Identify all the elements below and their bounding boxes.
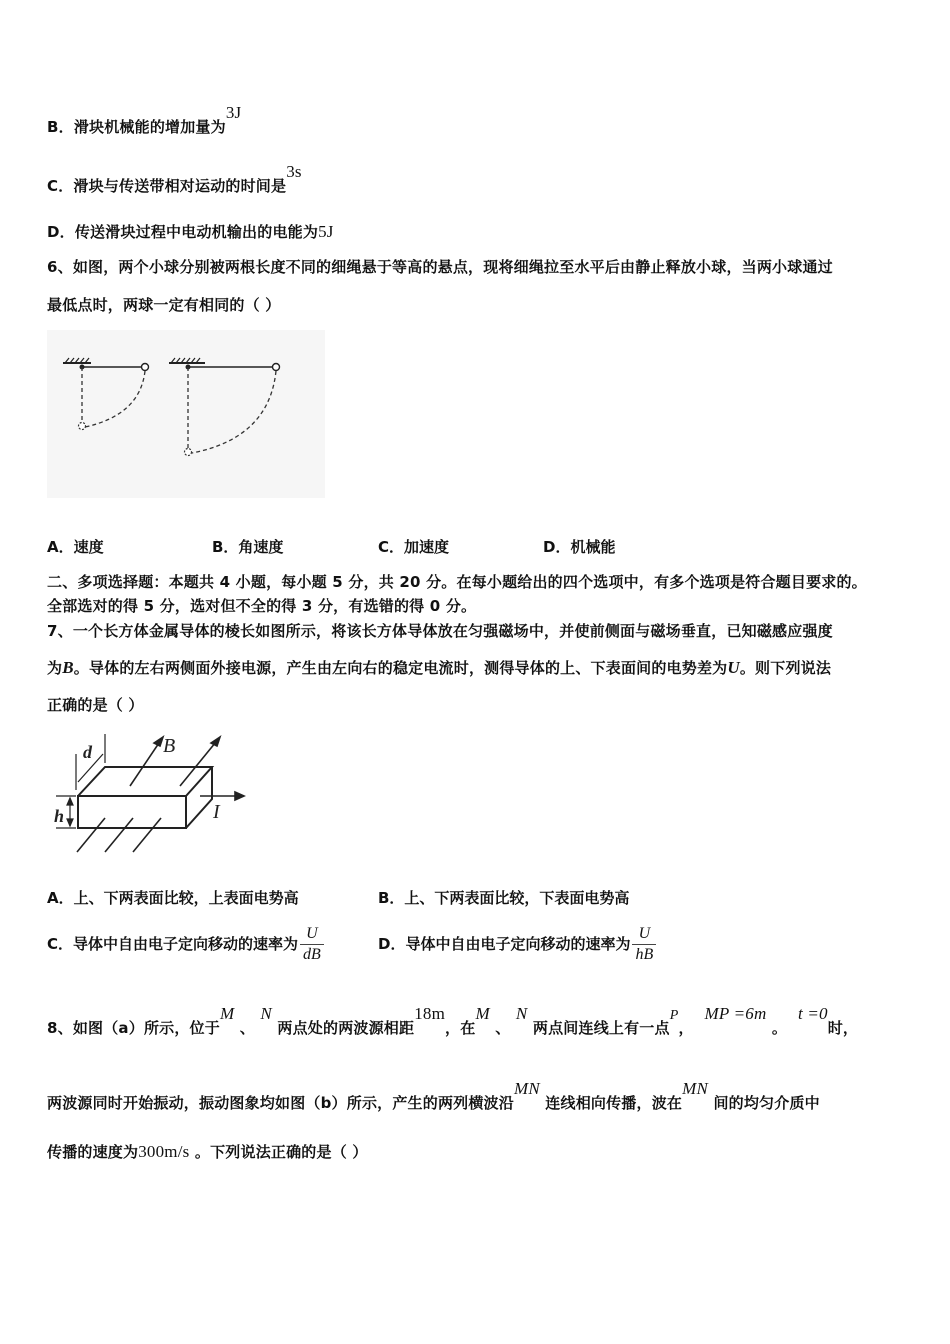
q7-option-d-fraction bbox=[632, 924, 656, 965]
q8-symbol-mn-2: MN bbox=[682, 1079, 709, 1098]
q7-option-c-text: C．导体中自由电子定向移动的速率为 bbox=[47, 935, 299, 953]
front-face bbox=[78, 796, 186, 828]
current-arrow bbox=[200, 792, 244, 800]
q7-symbol-u: U bbox=[727, 658, 740, 677]
q7-option-b: B．上、下两表面比较，下表面电势高 bbox=[378, 889, 630, 907]
q6-option-c: C．加速度 bbox=[378, 538, 450, 556]
q8-text-1b: 两点处的两波源相距 bbox=[277, 1019, 415, 1037]
q8-symbol-mn: MN bbox=[513, 1079, 540, 1098]
q8-sep: 、 bbox=[239, 1019, 255, 1037]
q6-stem-line1: 6、如图，两个小球分别被两根长度不同的细绳悬于等高的悬点，现将细绳拉至水平后由静止释放小球，当两小球通过 bbox=[47, 258, 833, 276]
label-i: I bbox=[213, 801, 220, 823]
q8-symbol-n-2: N bbox=[515, 1004, 528, 1023]
fraction-numerator: U bbox=[300, 924, 324, 945]
section2-heading-line1: 二、多项选择题：本题共 4 小题，每小题 5 分，共 20 分。在每小题给出的四个选项中，有多个选项是符合题目要求的。 bbox=[47, 573, 867, 591]
q6-pendulum-figure bbox=[47, 330, 325, 498]
q5-option-b bbox=[47, 103, 242, 137]
fraction-denominator: hB bbox=[635, 946, 654, 963]
q7-symbol-b: B bbox=[62, 658, 74, 677]
q6-stem-line2: 最低点时，两球一定有相同的（ ） bbox=[47, 296, 281, 314]
q5-option-d-value: 5J bbox=[318, 222, 334, 241]
q8-comma: ， bbox=[678, 1019, 694, 1037]
q7-stem-text-e: 。则下列说法 bbox=[739, 659, 832, 677]
cuboid bbox=[78, 767, 212, 828]
q7-option-d bbox=[378, 924, 656, 965]
q8-text-3a: 传播的速度为 bbox=[47, 1143, 139, 1161]
q5-option-d bbox=[47, 221, 334, 242]
q7-option-c bbox=[47, 924, 324, 965]
q8-stem-line1 bbox=[47, 1004, 859, 1038]
q7-conductor-figure bbox=[50, 730, 250, 855]
q7-stem-text-a: 为 bbox=[47, 659, 63, 677]
q8-symbol-m-2: M bbox=[475, 1004, 490, 1023]
q8-text-1c: ，在 bbox=[445, 1019, 476, 1037]
q8-text-1d: 两点间连线上有一点 bbox=[532, 1019, 670, 1037]
q8-stem-line3 bbox=[47, 1141, 368, 1162]
q6-option-a: A．速度 bbox=[47, 538, 104, 556]
label-h: h bbox=[54, 806, 65, 826]
q8-text-3b: 。下列说法正确的是（ ） bbox=[194, 1143, 368, 1161]
q5-option-d-text: D．传送滑块过程中电动机输出的电能为 bbox=[47, 223, 319, 241]
q8-mp-distance: MP =6m bbox=[704, 1004, 767, 1023]
fraction-denominator: dB bbox=[303, 946, 321, 963]
ball-right-lowest bbox=[185, 449, 192, 456]
figure-background bbox=[47, 330, 325, 498]
fraction-numerator: U bbox=[632, 924, 656, 945]
right-face bbox=[186, 767, 212, 828]
q7-option-c-fraction bbox=[300, 924, 324, 965]
q8-text-2b: 连线相向传播，波在 bbox=[545, 1094, 683, 1112]
q7-stem-line3: 正确的是（ ） bbox=[47, 696, 144, 714]
ball-left-start bbox=[142, 364, 149, 371]
q5-option-c bbox=[47, 162, 302, 196]
label-d: d bbox=[83, 742, 92, 762]
label-b: B bbox=[163, 735, 176, 757]
q8-wave-speed: 300m/s bbox=[138, 1142, 190, 1161]
q8-symbol-p: P bbox=[669, 1008, 679, 1023]
q6-option-b: B．角速度 bbox=[212, 538, 284, 556]
q8-period: 。 bbox=[771, 1019, 788, 1037]
q8-text-1e: 时， bbox=[827, 1019, 859, 1037]
q8-symbol-n: N bbox=[260, 1004, 272, 1023]
section2-heading-line2: 全部选对的得 5 分，选对但不全的得 3 分，有选错的得 0 分。 bbox=[47, 597, 477, 615]
q8-time-zero: t =0 bbox=[797, 1004, 828, 1023]
magnetic-field-arrows bbox=[77, 737, 220, 852]
q8-stem-line2 bbox=[47, 1079, 820, 1113]
q7-option-a: A．上、下两表面比较，上表面电势高 bbox=[47, 889, 299, 907]
q8-sep-2: 、 bbox=[495, 1019, 511, 1037]
q8-symbol-m: M bbox=[219, 1004, 235, 1023]
q8-text-2a: 两波源同时开始振动，振动图象均如图（b）所示，产生的两列横波沿 bbox=[47, 1094, 514, 1112]
q6-option-d: D．机械能 bbox=[543, 538, 616, 556]
q8-text-2c: 间的均匀介质中 bbox=[713, 1094, 820, 1112]
q5-option-c-text: C．滑块与传送带相对运动的时间是 bbox=[47, 177, 287, 195]
q5-option-b-value: 3J bbox=[225, 103, 242, 122]
q8-distance: 18m bbox=[414, 1004, 446, 1023]
q5-option-c-value: 3s bbox=[286, 162, 302, 181]
q5-option-b-text: B．滑块机械能的增加量为 bbox=[47, 118, 226, 136]
q8-text-1a: 8、如图（a）所示，位于 bbox=[47, 1019, 220, 1037]
ball-left-lowest bbox=[79, 423, 86, 430]
q7-stem-line1: 7、一个长方体金属导体的棱长如图所示，将该长方体导体放在匀强磁场中，并使前侧面与磁场垂直，已知磁感应强度 bbox=[47, 622, 833, 640]
q7-option-d-text: D．导体中自由电子定向移动的速率为 bbox=[378, 935, 631, 953]
ball-right-start bbox=[273, 364, 280, 371]
q7-stem-line2 bbox=[47, 657, 831, 678]
q7-stem-text-c: 。导体的左右两侧面外接电源，产生由左向右的稳定电流时，测得导体的上、下表面间的电势差为 bbox=[73, 659, 728, 677]
